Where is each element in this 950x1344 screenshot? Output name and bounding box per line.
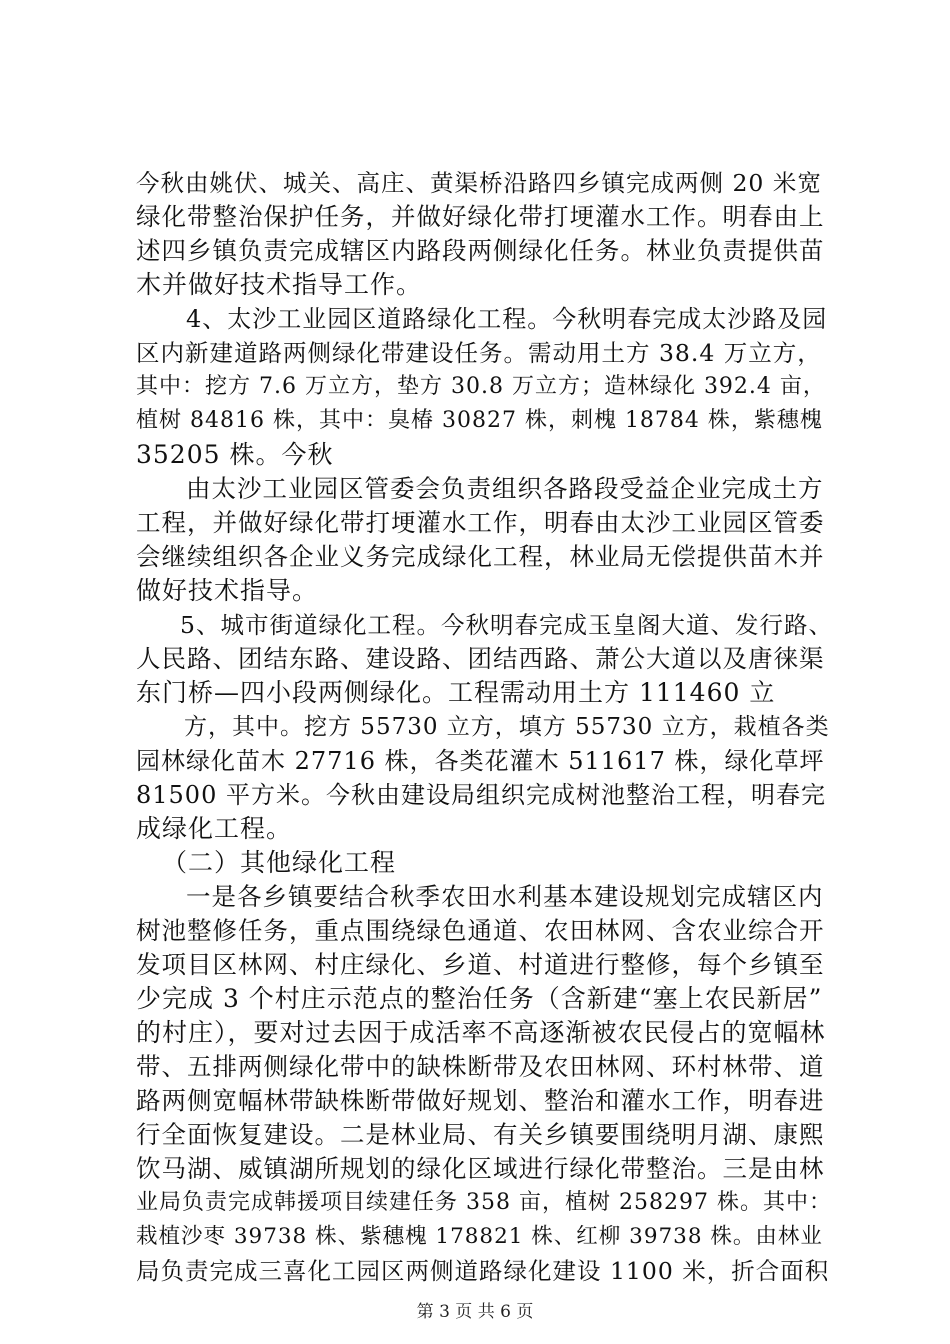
text-line: 由太沙工业园区管委会负责组织各路段受益企业完成土方: [186, 474, 824, 503]
text-line: 5、城市街道绿化工程。今秋明春完成玉皇阁大道、发行路、: [180, 611, 833, 639]
text-line: 工程，并做好绿化带打埂灌水工作，明春由太沙工业园区管委: [136, 508, 825, 537]
text-line: 会继续组织各企业义务完成绿化工程，林业局无偿提供苗木并: [136, 542, 825, 571]
text-line: 做好技术指导。: [136, 576, 319, 605]
text-line: 35205 株。今秋: [136, 440, 334, 469]
text-line: 其中：挖方 7.6 万立方，垫方 30.8 万立方；造林绿化 392.4 亩，: [136, 374, 826, 399]
text-line: 4、太沙工业园区道路绿化工程。今秋明春完成太沙路及园: [186, 305, 828, 333]
text-line: 树池整修任务，重点围绕绿色通道、农田林网、含农业综合开: [136, 916, 825, 945]
text-line: 的村庄），要对过去因于成活率不高逐渐被农民侵占的宽幅林: [136, 1018, 826, 1047]
text-line: 成绿化工程。: [136, 814, 293, 843]
text-line: 植树 84816 株，其中：臭椿 30827 株，刺槐 18784 株，紫穗槐: [136, 408, 823, 433]
text-line: 栽植沙枣 39738 株、紫穗槐 178821 株、红柳 39738 株。由林业: [136, 1224, 823, 1249]
text-line: 人民路、团结东路、建设路、团结西路、萧公大道以及唐徕渠: [136, 644, 825, 673]
text-line: 路两侧宽幅林带缺株断带做好规划、整治和灌水工作，明春进: [136, 1086, 825, 1115]
text-line: 局负责完成三喜化工园区两侧道路绿化建设 1100 米，折合面积: [136, 1257, 830, 1285]
text-line: 绿化带整治保护任务，并做好绿化带打埂灌水工作。明春由上: [136, 202, 825, 231]
text-line: 方，其中。挖方 55730 立方，填方 55730 立方，栽植各类: [184, 714, 830, 740]
text-line: 今秋由姚伏、城关、高庄、黄渠桥沿路四乡镇完成两侧 20 米宽: [136, 169, 822, 197]
text-line: 81500 平方米。今秋由建设局组织完成树池整治工程，明春完: [136, 781, 826, 809]
text-line: 行全面恢复建设。二是林业局、有关乡镇要围绕明月湖、康熙: [136, 1120, 825, 1149]
text-line: 木并做好技术指导工作。: [136, 270, 423, 299]
text-line: 区内新建道路两侧绿化带建设任务。需动用土方 38.4 万立方，: [136, 339, 822, 367]
section-heading: （二）其他绿化工程: [162, 848, 397, 877]
text-line: 业局负责完成韩援项目续建任务 358 亩，植树 258297 株。其中：: [136, 1190, 832, 1215]
text-line: 一是各乡镇要结合秋季农田水利基本建设规划完成辖区内: [186, 882, 824, 911]
text-line: 发项目区林网、村庄绿化、乡道、村道进行整修，每个乡镇至: [136, 950, 825, 979]
text-line: 少完成 3 个村庄示范点的整治任务（含新建“塞上农民新居”: [136, 984, 823, 1013]
text-line: 东门桥—四小段两侧绿化。工程需动用土方 111460 立: [136, 678, 776, 707]
text-line: 述四乡镇负责完成辖区内路段两侧绿化任务。林业负责提供苗: [136, 236, 825, 265]
text-line: 饮马湖、威镇湖所规划的绿化区域进行绿化带整治。三是由林: [136, 1154, 825, 1183]
text-line: 园林绿化苗木 27716 株，各类花灌木 511617 株，绿化草坪: [136, 747, 825, 775]
page-footer: 第 3 页 共 6 页: [416, 1302, 534, 1322]
text-line: 带、五排两侧绿化带中的缺株断带及农田林网、环村林带、道: [136, 1052, 825, 1081]
